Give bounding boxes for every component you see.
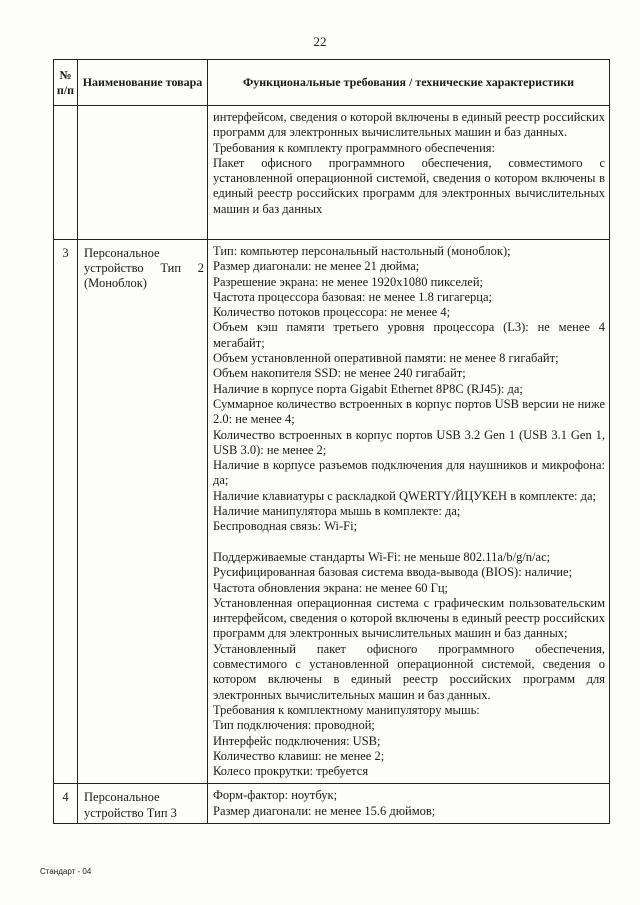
spec-table	[53, 59, 610, 824]
spec-line: Русифицированная базовая система ввода-вывода (BIOS): наличие;	[213, 565, 573, 580]
footer-label: Стандарт - 04	[40, 867, 92, 876]
spec-line: Наличие в корпусе порта Gigabit Ethernet 8P8C (RJ45): да;	[213, 381, 523, 396]
spec-line: Разрешение экрана: не менее 1920x1080 пикселей;	[213, 274, 483, 289]
page-number: 22	[313, 34, 327, 49]
product-name	[78, 106, 208, 240]
spec-line: Требования к комплекту программного обеспечения:	[213, 140, 496, 155]
spec-line: Наличие клавиатуры с раскладкой QWERTY/ЙЦУКЕН в комплекте: да;	[213, 488, 596, 503]
header-name: Наименование товара	[78, 60, 208, 106]
spec-line: Количество встроенных в корпус портов USB 3.2 Gen 1 (USB 3.1 Gen 1, USB 3.0): не менее 2;	[213, 427, 605, 457]
spec-line: Пакет офисного программного обеспечения, совместимого с установленной операционной системой, сведения о котором включены в единый реестр российских программ для электронных вычислительных машин и баз данных	[213, 155, 605, 216]
spec-line: Установленная операционная система с графическим пользовательским интерфейсом, сведения о которой включены в единый реестр российских программ для электронных вычислительных машин и баз данных;	[213, 595, 605, 641]
table-row	[54, 784, 610, 824]
product-name: Персональное устройство Тип 2 (Моноблок)	[78, 240, 208, 784]
row-number	[54, 106, 78, 240]
table-body	[54, 106, 610, 824]
spec-line: Суммарное количество встроенных в корпус портов USB версии не ниже 2.0: не менее 4;	[213, 396, 605, 427]
spec-line: Объем накопителя SSD: не менее 240 гигабайт;	[213, 366, 466, 381]
table-header-row	[54, 60, 610, 106]
spec-line: интерфейсом, сведения о которой включены в единый реестр российских программ для электронных вычислительных машин и баз данных.	[213, 110, 605, 140]
product-name: Персональное устройство Тип 3	[78, 784, 208, 824]
spec-line: Беспроводная связь: Wi-Fi;	[213, 519, 358, 534]
spec-line: Установленный пакет офисного программного обеспечения, совместимого с установленной операционной системой, сведения о котором включены в единый реестр российских программ для электронных вычислительных машин и баз данных.	[213, 641, 605, 702]
spec-line: Интерфейс подключения: USB;	[213, 733, 381, 748]
table-row	[54, 240, 610, 784]
spec-line: Объем установленной оперативной памяти: не менее 8 гигабайт;	[213, 351, 559, 366]
spec-line	[213, 535, 605, 550]
spec-line: Частота процессора базовая: не менее 1.8 гигагерца;	[213, 289, 492, 304]
row-number: 3	[54, 240, 78, 784]
spec-line: Тип: компьютер персональный настольный (моноблок);	[213, 244, 511, 258]
spec-line: Колесо прокрутки: требуется	[213, 764, 369, 779]
spec-line: Размер диагонали: не менее 15.6 дюймов;	[213, 803, 436, 818]
spec-line: Частота обновления экрана: не менее 60 Гц;	[213, 580, 449, 595]
table-row	[54, 106, 610, 240]
spec-line: Поддерживаемые стандарты Wi-Fi: не меньше 802.11a/b/g/n/ac;	[213, 549, 551, 564]
product-spec	[208, 106, 610, 240]
spec-line: Количество потоков процессора: не менее 4;	[213, 305, 451, 320]
spec-line: Наличие манипулятора мышь в комплекте: да;	[213, 504, 461, 519]
header-number: № п/п	[54, 60, 78, 106]
spec-line: Размер диагонали: не менее 21 дюйма;	[213, 259, 420, 274]
spec-line: Количество клавиш: не менее 2;	[213, 748, 385, 763]
spec-line: Форм-фактор: ноутбук;	[213, 788, 338, 803]
spec-line: Наличие в корпусе разъемов подключения для наушников и микрофона: да;	[213, 458, 605, 488]
spec-line: Объем кэш памяти третьего уровня процессора (L3): не менее 4 мегабайт;	[213, 320, 605, 350]
product-spec	[208, 784, 610, 824]
product-spec	[208, 240, 610, 784]
spec-line: Требования к комплектному манипулятору мышь:	[213, 702, 480, 717]
spec-line: Тип подключения: проводной;	[213, 718, 375, 733]
header-spec: Функциональные требования / технические характеристики	[208, 60, 610, 106]
row-number: 4	[54, 784, 78, 824]
